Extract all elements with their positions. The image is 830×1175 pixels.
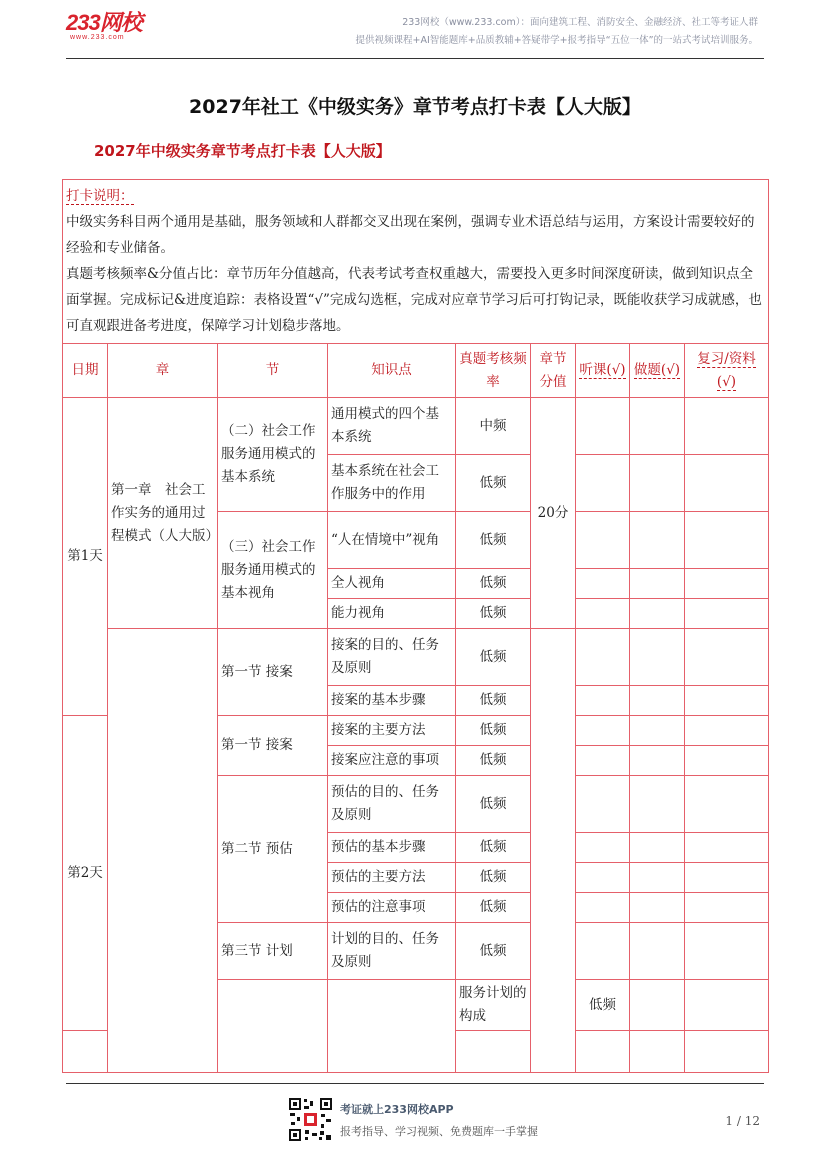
- header-line-1: 233网校（www.233.com）：面向建筑工程、消防安全、金融经济、社工等考证人群: [402, 17, 758, 28]
- frequency: 低频: [456, 629, 531, 686]
- point: 能力视角: [328, 599, 456, 629]
- section-planning: 第三节 计划: [218, 923, 328, 980]
- section-basic-system: （二）社会工作服务通用模式的基本系统: [218, 398, 328, 512]
- day-3-blank: [218, 980, 328, 1073]
- practice-checkbox[interactable]: [630, 599, 685, 629]
- document-subtitle: 2027年中级实务章节考点打卡表【人大版】: [94, 142, 391, 160]
- lecture-checkbox[interactable]: [576, 455, 630, 512]
- lecture-checkbox[interactable]: [576, 776, 630, 833]
- lecture-checkbox[interactable]: [576, 599, 630, 629]
- point: 接案的目的、任务及原则: [328, 629, 456, 686]
- section-intake: 第一节 接案: [218, 629, 328, 716]
- review-checkbox[interactable]: [685, 716, 769, 746]
- point: 计划的目的、任务及原则: [328, 923, 456, 980]
- lecture-checkbox[interactable]: [576, 629, 630, 686]
- document-title: 2027年社工《中级实务》章节考点打卡表【人大版】: [189, 96, 641, 118]
- header-divider: [66, 58, 764, 59]
- section-basic-view: （三）社会工作服务通用模式的基本视角: [218, 512, 328, 629]
- lecture-checkbox[interactable]: [576, 716, 630, 746]
- review-checkbox[interactable]: [685, 398, 769, 455]
- point: 通用模式的四个基本系统: [328, 398, 456, 455]
- col-practice: 做题(√): [630, 344, 685, 398]
- col-review: 复习/资料(√): [685, 344, 769, 398]
- lecture-checkbox[interactable]: [576, 746, 630, 776]
- lecture-checkbox[interactable]: [576, 893, 630, 923]
- frequency: 低频: [456, 746, 531, 776]
- header-description: [356, 14, 759, 50]
- point-blank: [63, 1031, 108, 1073]
- section-assessment: 第二节 预估: [218, 776, 328, 923]
- logo-url: www.233.com: [70, 34, 125, 41]
- table-row: [63, 398, 769, 455]
- app-promo-title: 考证就上233网校APP: [340, 1103, 454, 1116]
- practice-checkbox[interactable]: [630, 923, 685, 980]
- app-promo-subtitle: 报考指导、学习视频、免费题库一手掌握: [340, 1125, 538, 1138]
- frequency: 低频: [456, 569, 531, 599]
- practice-checkbox[interactable]: [630, 746, 685, 776]
- section-blank: [328, 980, 456, 1073]
- point: “人在情境中”视角: [328, 512, 456, 569]
- qr-code-icon[interactable]: [288, 1097, 333, 1142]
- review-checkbox[interactable]: [685, 776, 769, 833]
- practice-checkbox[interactable]: [630, 863, 685, 893]
- review-checkbox[interactable]: [685, 863, 769, 893]
- col-date: 日期: [63, 344, 108, 398]
- point: 预估的注意事项: [328, 893, 456, 923]
- instructions-paragraph-2: 真题考核频率&分值占比：章节历年分值越高，代表考试考查权重越大，需要投入更多时间深度研读，做到知识点全面掌握。完成标记&进度追踪：表格设置“√”完成勾选框，完成对应章节学习后可打钩记录，既能收获学习成就感，也可直观跟进备考进度，保障学习计划稳步落地。: [66, 266, 762, 334]
- practice-checkbox[interactable]: [630, 569, 685, 599]
- frequency: 低频: [456, 893, 531, 923]
- review-checkbox[interactable]: [685, 833, 769, 863]
- review-checkbox[interactable]: [685, 569, 769, 599]
- review-checkbox[interactable]: [685, 923, 769, 980]
- practice-checkbox[interactable]: [630, 629, 685, 686]
- point: 接案的基本步骤: [328, 686, 456, 716]
- col-chapter: 章: [108, 344, 218, 398]
- point: 预估的基本步骤: [328, 833, 456, 863]
- frequency: 低频: [456, 686, 531, 716]
- review-checkbox[interactable]: [685, 455, 769, 512]
- chapter-1: 第一章 社会工作实务的通用过程模式（人大版）: [108, 398, 218, 629]
- frequency: 低频: [456, 455, 531, 512]
- practice-checkbox[interactable]: [630, 1031, 685, 1073]
- frequency: 中频: [456, 398, 531, 455]
- checkin-table: [62, 179, 769, 1073]
- frequency: 低频: [576, 980, 630, 1031]
- review-checkbox[interactable]: [685, 512, 769, 569]
- frequency-blank: [456, 1031, 531, 1073]
- col-score: 章节分值: [531, 344, 576, 398]
- instructions-paragraph-1: 中级实务科目两个通用是基础，服务领域和人群都交叉出现在案例，强调专业术语总结与运用，方案设计需要较好的经验和专业储备。: [66, 214, 755, 256]
- table-row: [63, 629, 769, 686]
- lecture-checkbox[interactable]: [576, 686, 630, 716]
- col-frequency: 真题考核频率: [456, 344, 531, 398]
- frequency: 低频: [456, 863, 531, 893]
- lecture-checkbox[interactable]: [576, 923, 630, 980]
- practice-checkbox[interactable]: [630, 776, 685, 833]
- lecture-checkbox[interactable]: [576, 512, 630, 569]
- chapter-score-blank: [531, 629, 576, 1073]
- practice-checkbox[interactable]: [630, 893, 685, 923]
- review-checkbox[interactable]: [685, 599, 769, 629]
- frequency: 低频: [456, 923, 531, 980]
- point: 预估的目的、任务及原则: [328, 776, 456, 833]
- chapter-2-blank: [108, 629, 218, 1073]
- lecture-checkbox[interactable]: [630, 980, 685, 1031]
- point: 接案应注意的事项: [328, 746, 456, 776]
- practice-checkbox[interactable]: [630, 398, 685, 455]
- table-header-row: [63, 344, 769, 398]
- chapter-score: 20分: [531, 398, 576, 629]
- review-checkbox[interactable]: [685, 746, 769, 776]
- practice-checkbox[interactable]: [685, 980, 769, 1031]
- instructions-label: 打卡说明：: [66, 188, 134, 204]
- practice-checkbox[interactable]: [630, 512, 685, 569]
- review-checkbox[interactable]: [685, 629, 769, 686]
- point: 服务计划的构成: [456, 980, 531, 1031]
- lecture-checkbox[interactable]: [576, 863, 630, 893]
- frequency: 低频: [456, 716, 531, 746]
- lecture-checkbox[interactable]: [576, 569, 630, 599]
- review-checkbox[interactable]: [685, 686, 769, 716]
- point: 预估的主要方法: [328, 863, 456, 893]
- lecture-checkbox[interactable]: [576, 833, 630, 863]
- frequency: 低频: [456, 776, 531, 833]
- day-2: 第2天: [63, 716, 108, 1031]
- day-1: 第1天: [63, 398, 108, 716]
- col-section: 节: [218, 344, 328, 398]
- point: 基本系统在社会工作服务中的作用: [328, 455, 456, 512]
- point: 全人视角: [328, 569, 456, 599]
- frequency: 低频: [456, 512, 531, 569]
- col-point: 知识点: [328, 344, 456, 398]
- practice-checkbox[interactable]: [630, 455, 685, 512]
- practice-checkbox[interactable]: [630, 833, 685, 863]
- brand-logo: [66, 12, 142, 41]
- frequency: 低频: [456, 599, 531, 629]
- practice-checkbox[interactable]: [630, 686, 685, 716]
- instructions-cell: [63, 180, 769, 344]
- review-checkbox[interactable]: [685, 893, 769, 923]
- footer-divider: [66, 1083, 764, 1084]
- header-line-2: 提供视频课程+AI智能题库+品质教辅+答疑带学+报考指导“五位一体”的一站式考试培训服务。: [355, 35, 758, 46]
- logo-text: 233网校: [66, 10, 142, 35]
- col-lecture: 听课(√): [576, 344, 630, 398]
- practice-checkbox[interactable]: [630, 716, 685, 746]
- frequency: 低频: [456, 833, 531, 863]
- point: 接案的主要方法: [328, 716, 456, 746]
- page-number: 1 / 12: [725, 1114, 760, 1128]
- section-intake-2: 第一节 接案: [218, 716, 328, 776]
- lecture-checkbox[interactable]: [576, 398, 630, 455]
- review-checkbox[interactable]: [685, 1031, 769, 1073]
- lecture-checkbox[interactable]: [576, 1031, 630, 1073]
